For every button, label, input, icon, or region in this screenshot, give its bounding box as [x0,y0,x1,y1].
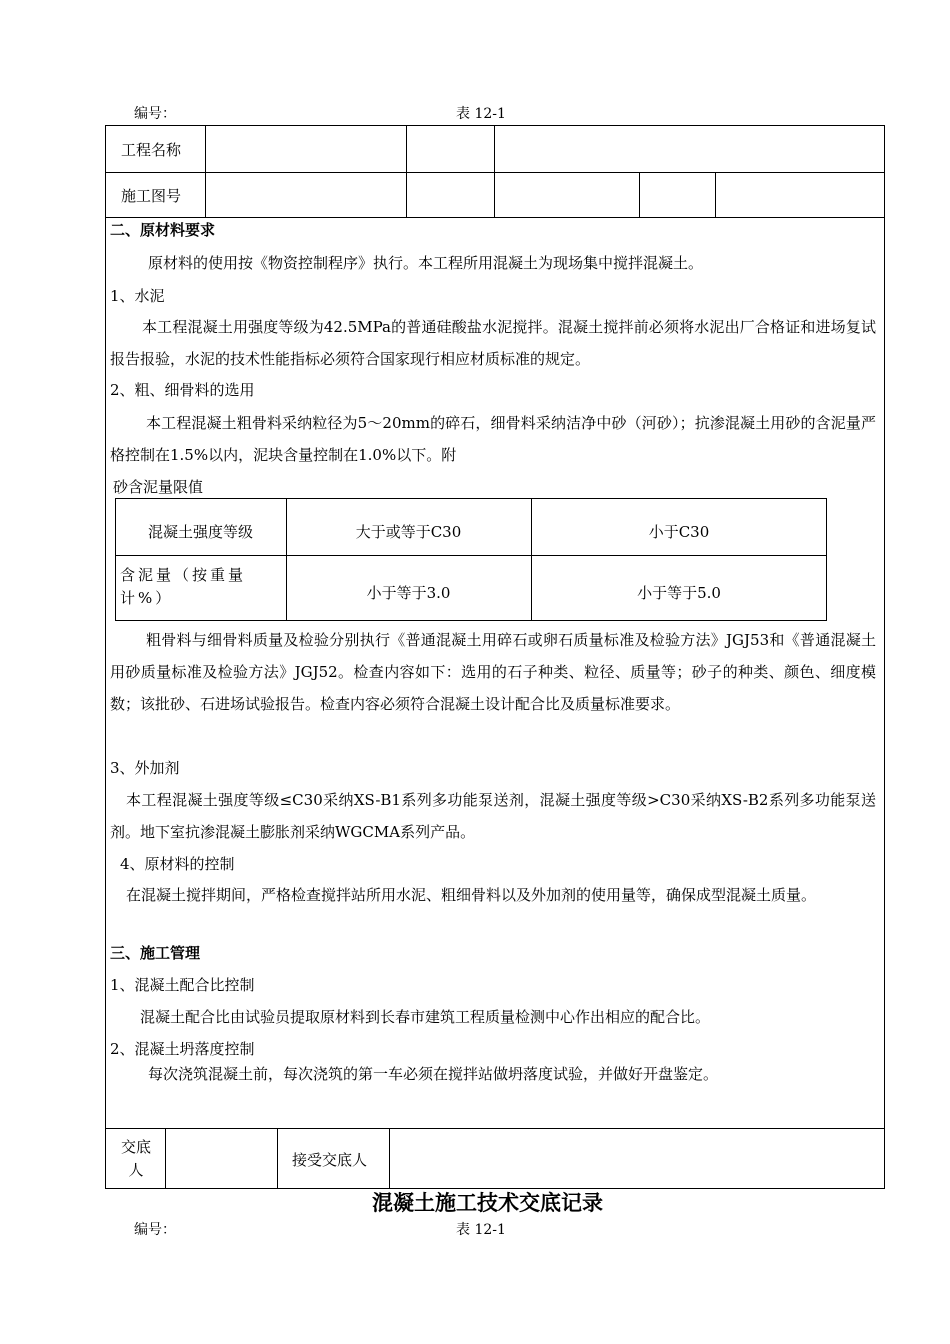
cement-title: 1、水泥 [110,287,165,305]
sand-limit-caption: 砂含泥量限值 [113,478,204,496]
divider [406,125,407,217]
divider [715,172,716,217]
next-number-label: 编号： [134,1222,176,1238]
aggregate-body: 本工程混凝土粗骨料采纳粒径为5～20mm的碎石，细骨料采纳洁净中砂（河砂）；抗渗混凝土用砂的含泥量严格控制在1.5%以内，泥块含量控制在1.0%以下。附 [110,414,876,464]
divider [205,125,206,217]
receiver-label: 接受交底人 [292,1151,368,1169]
section-2-intro: 原材料的使用按《物资控制程序》执行。本工程所用混凝土为现场集中搅拌混凝土。 [148,254,704,272]
divider [277,1128,278,1189]
mix-ratio-title: 1、混凝土配合比控制 [110,976,255,994]
c30-below-header: 小于C30 [648,523,710,541]
divider [389,1128,390,1189]
slump-body: 每次浇筑混凝土前，每次浇筑的第一车必须在搅拌站做坍落度试验，并做好开盘鉴定。 [148,1065,719,1083]
cement-body: 本工程混凝土用强度等级为42.5MPa的普通硅酸盐水泥搅拌。混凝土搅拌前必须将水泥出厂合格证和进场复试报告报验，水泥的技术性能指标必须符合国家现行相应材质标准的规定。 [110,318,876,368]
divider [165,1128,166,1189]
divider [105,1128,885,1129]
mud-content-label: 含泥量（按重量计%） [120,566,247,607]
divider [639,172,640,217]
divider [494,125,495,217]
table-code: 表 12-1 [456,106,506,122]
admixture-title: 3、外加剂 [110,759,180,777]
drawing-no-label: 施工图号 [121,187,182,205]
control-body: 在混凝土搅拌期间，严格检查搅拌站所用水泥、粗细骨料以及外加剂的使用量等，确保成型混凝土质量。 [126,886,817,904]
slump-title: 2、混凝土坍落度控制 [110,1040,255,1058]
mud-content-c30-below: 小于等于5.0 [637,584,721,602]
section-2-title: 二、原材料要求 [110,221,216,239]
control-title: 4、原材料的控制 [120,855,235,873]
admixture-body: 本工程混凝土强度等级≤C30采纳XS-B1系列多功能泵送剂，混凝土强度等级>C30采纳XS-B2系列多功能泵送剂。地下室抗渗混凝土膨胀剂采纳WGCMA系列产品。 [110,791,876,841]
handover-person-label: 交底人 [120,1138,151,1179]
project-name-label: 工程名称 [121,141,182,159]
mud-content-c30-above: 小于等于3.0 [366,584,451,602]
number-label: 编号： [134,106,176,122]
section-3-title: 三、施工管理 [110,944,201,962]
divider [105,172,885,173]
c30-above-header: 大于或等于C30 [355,523,462,541]
next-page-title: 混凝土施工技术交底记录 [372,1190,603,1215]
divider [105,217,885,218]
next-table-code: 表 12-1 [456,1222,506,1238]
strength-grade-header: 混凝土强度等级 [147,523,253,541]
mix-ratio-body: 混凝土配合比由试验员提取原材料到长春市建筑工程质量检测中心作出相应的配合比。 [140,1008,711,1026]
aggregate-check: 粗骨料与细骨料质量及检验分别执行《普通混凝土用碎石或卵石质量标准及检验方法》JGJ53和《普通混凝土用砂质量标准及检验方法》JGJ52。检查内容如下：选用的石子种类、粒径、质量等；砂子的种类、颜色、细度模数；该批砂、石进场试验报告。检查内容必须符合混凝土设计配合比及质量标准要求。 [110,631,876,713]
divider [115,555,827,556]
aggregate-title: 2、粗、细骨料的选用 [110,381,255,399]
